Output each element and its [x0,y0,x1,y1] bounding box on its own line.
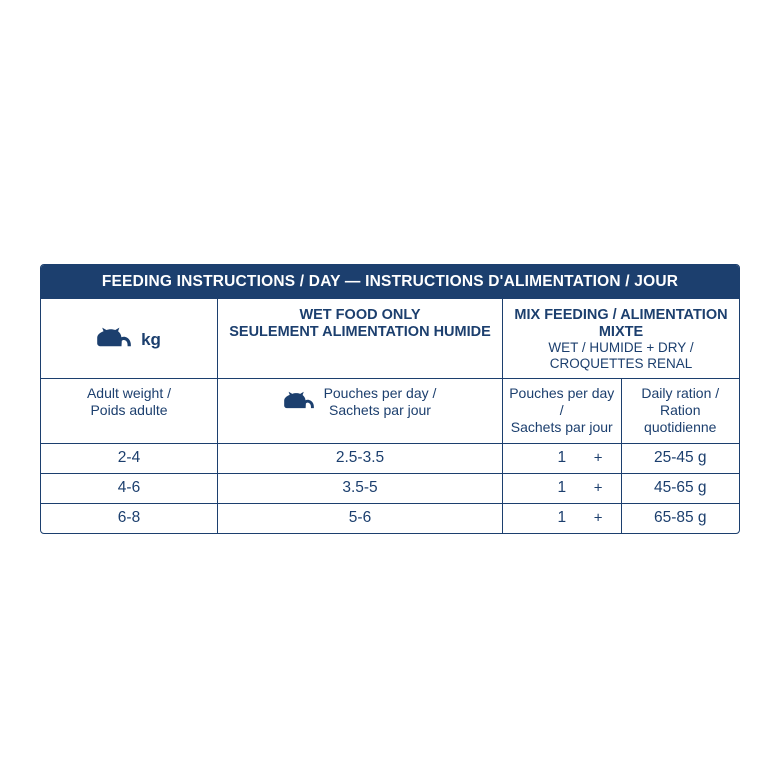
mix-pouches-line1: Pouches per day / [509,385,615,419]
row-mix-pouches-cell [503,474,621,503]
weight-header-cell [41,299,217,378]
adult-weight-line2: Poids adulte [90,402,168,419]
row-mix-group [502,504,739,533]
mix-feeding-line2: WET / HUMIDE + DRY / CROQUETTES RENAL [548,340,694,371]
row-mix-pouches: 1 [557,508,567,526]
row-weight: 6-8 [117,508,141,526]
plus-sign: + [593,479,603,497]
wet-food-only-line1: WET FOOD ONLY [299,307,421,324]
row-mix-group [502,474,739,503]
adult-weight-subheader [41,379,217,442]
table-row [41,443,739,473]
row-mix-ration: 45-65 g [653,478,707,496]
table-row [41,473,739,503]
row-wet-pouches: 3.5-5 [217,474,502,503]
row-mix-pouches: 1 [557,448,567,466]
mix-feeding-header [502,299,739,378]
row-wet-pouches: 5-6 [217,504,502,533]
adult-weight-line1: Adult weight / [86,385,172,402]
table-title: FEEDING INSTRUCTIONS / DAY — INSTRUCTIONS D'ALIMENTATION / JOUR [41,265,739,299]
mix-ration-line1: Daily ration / [641,385,720,402]
mix-subheader-group [502,379,739,442]
wet-food-only-line2: SEULEMENT ALIMENTATION HUMIDE [229,323,491,340]
row-wet-pouches: 2.5-3.5 [217,444,502,473]
mix-ration-subheader [622,379,740,442]
wet-food-only-header [217,299,502,378]
wet-pouches-line2: Sachets par jour [329,402,431,419]
row-mix-group [502,444,739,473]
cat-icon [284,391,314,413]
table-header-row-secondary [41,378,739,442]
row-mix-ration: 65-85 g [653,508,707,526]
row-mix-ration: 25-45 g [653,448,707,466]
weight-unit-label: kg [141,329,161,349]
plus-sign: + [593,449,603,467]
wet-pouches-subheader [217,379,502,442]
row-mix-pouches-cell [503,444,621,473]
table-header-row-primary [41,299,739,378]
row-weight: 4-6 [117,478,141,496]
mix-ration-line2: Ration quotidienne [644,402,717,436]
mix-feeding-line1: MIX FEEDING / ALIMENTATION MIXTE [514,307,728,340]
feeding-instructions-table [40,264,740,534]
mix-pouches-subheader [503,379,621,442]
row-weight: 2-4 [117,448,141,466]
plus-sign: + [593,509,603,527]
row-mix-pouches: 1 [557,478,567,496]
cat-icon [97,327,131,352]
mix-pouches-line2: Sachets par jour [510,419,613,436]
wet-pouches-line1: Pouches per day / [323,385,437,402]
table-row [41,503,739,533]
row-mix-pouches-cell [503,504,621,533]
